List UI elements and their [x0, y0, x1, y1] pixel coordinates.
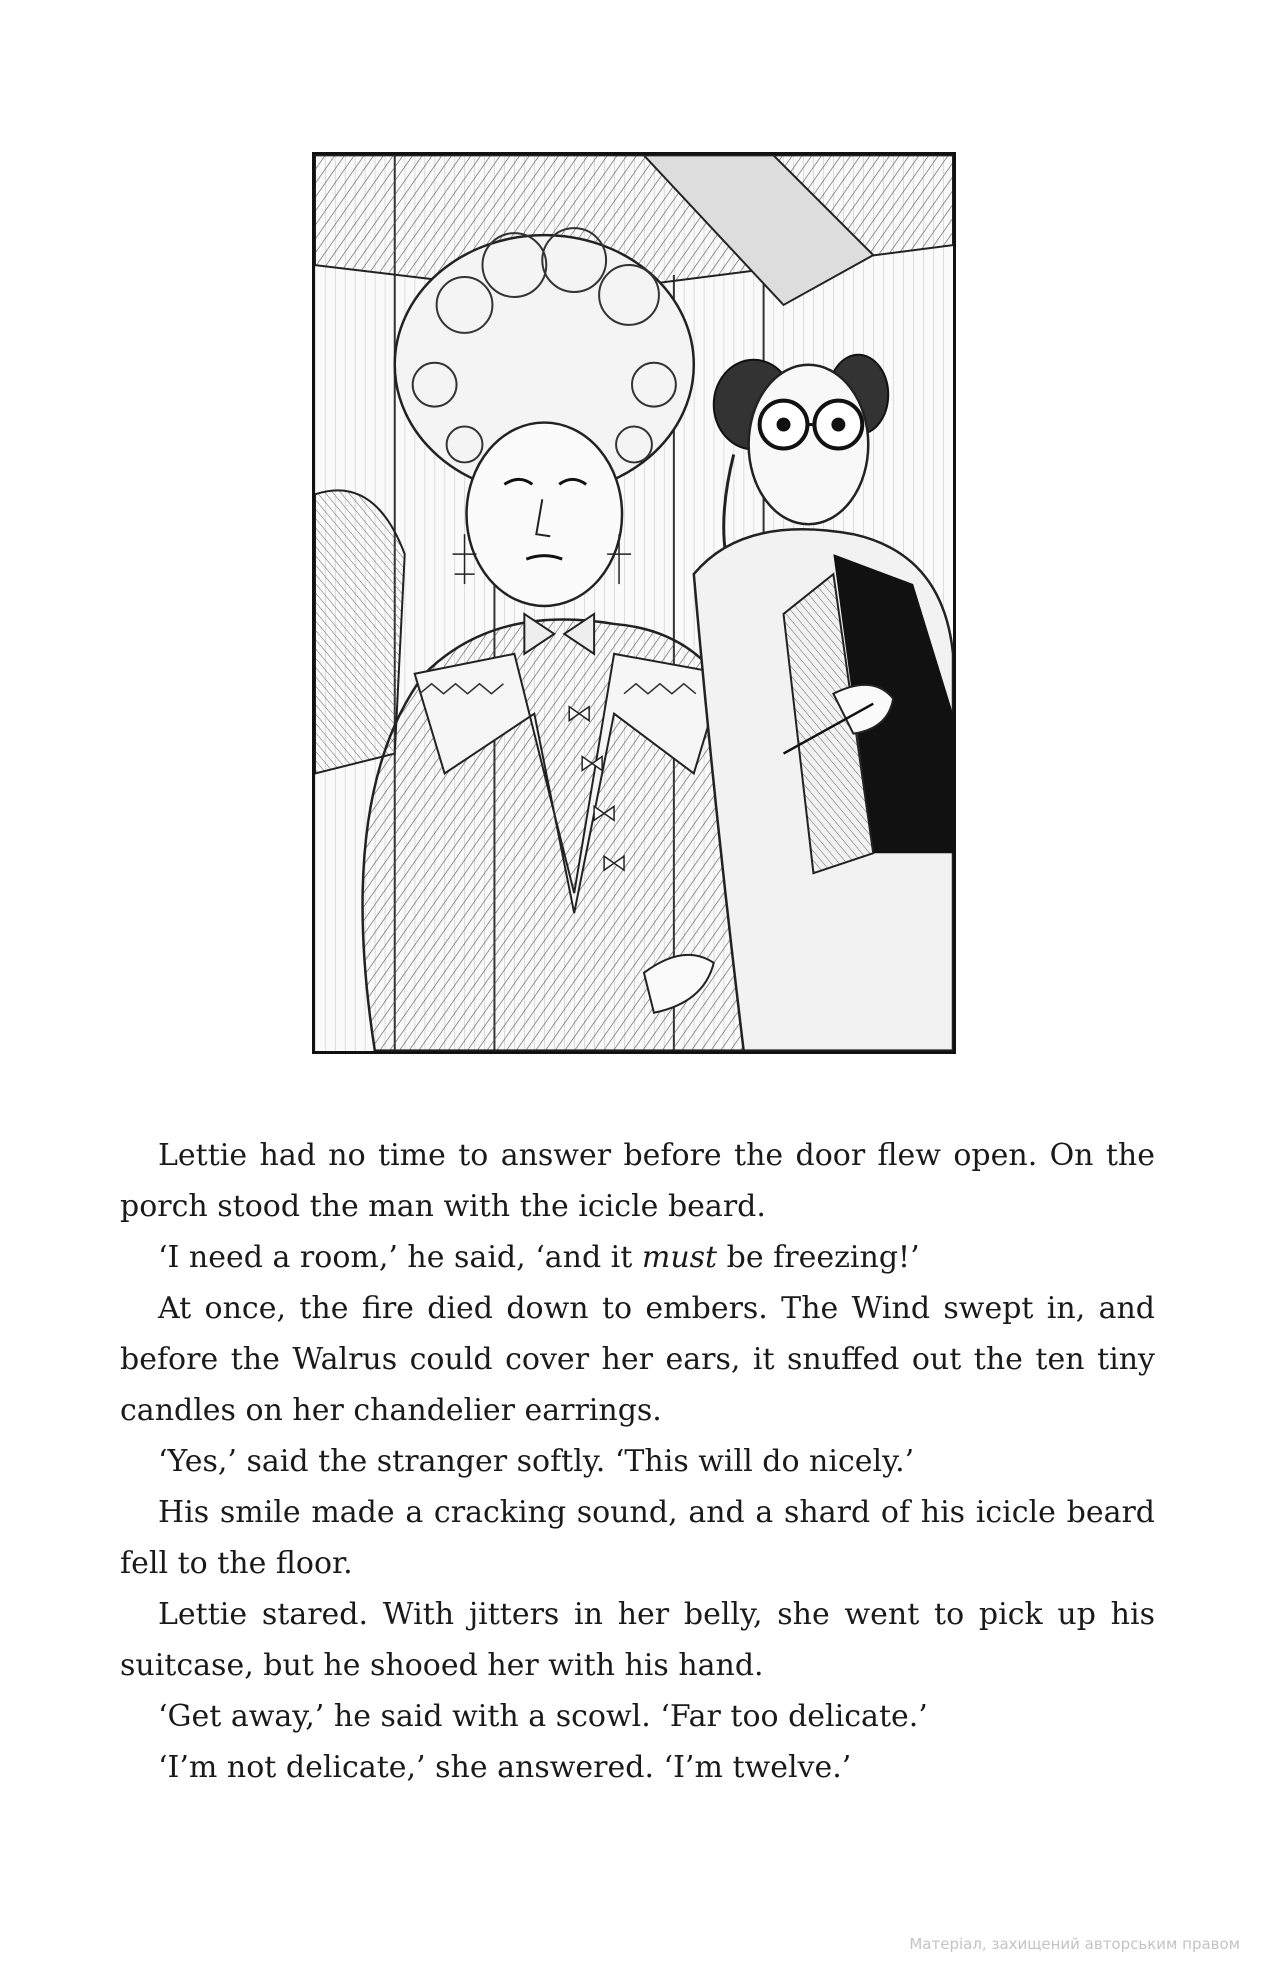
paragraph: ‘I’m not delicate,’ she answered. ‘I’m twelve.’: [158, 1750, 852, 1785]
paragraph: ‘Yes,’ said the stranger softly. ‘This will do nicely.’: [158, 1444, 915, 1479]
paragraph: His smile made a cracking sound, and a shard of his icicle beard fell to the floor.: [120, 1495, 1155, 1581]
paragraph-text: ‘I need a room,’ he said, ‘and it: [158, 1240, 642, 1275]
story-text: [120, 1130, 1155, 1793]
copyright-watermark: Матеріал, захищений авторським правом: [909, 1935, 1240, 1953]
paragraph: At once, the fire died down to embers. The Wind swept in, and before the Walrus could cover her ears, it snuffed out the ten tiny candles on her chandelier earrings.: [120, 1291, 1155, 1428]
book-illustration: [312, 152, 956, 1054]
paragraph: ‘Get away,’ he said with a scowl. ‘Far too delicate.’: [158, 1699, 928, 1734]
emphasis-text: must: [641, 1240, 718, 1275]
engraving-illustration-icon: [315, 155, 953, 1051]
paragraph: [120, 1232, 1155, 1283]
paragraph: Lettie had no time to answer before the door flew open. On the porch stood the man with the icicle beard.: [120, 1138, 1155, 1224]
paragraph-text: be freezing!’: [717, 1240, 920, 1275]
paragraph: Lettie stared. With jitters in her belly, she went to pick up his suitcase, but he shooed her with his hand.: [120, 1597, 1155, 1683]
